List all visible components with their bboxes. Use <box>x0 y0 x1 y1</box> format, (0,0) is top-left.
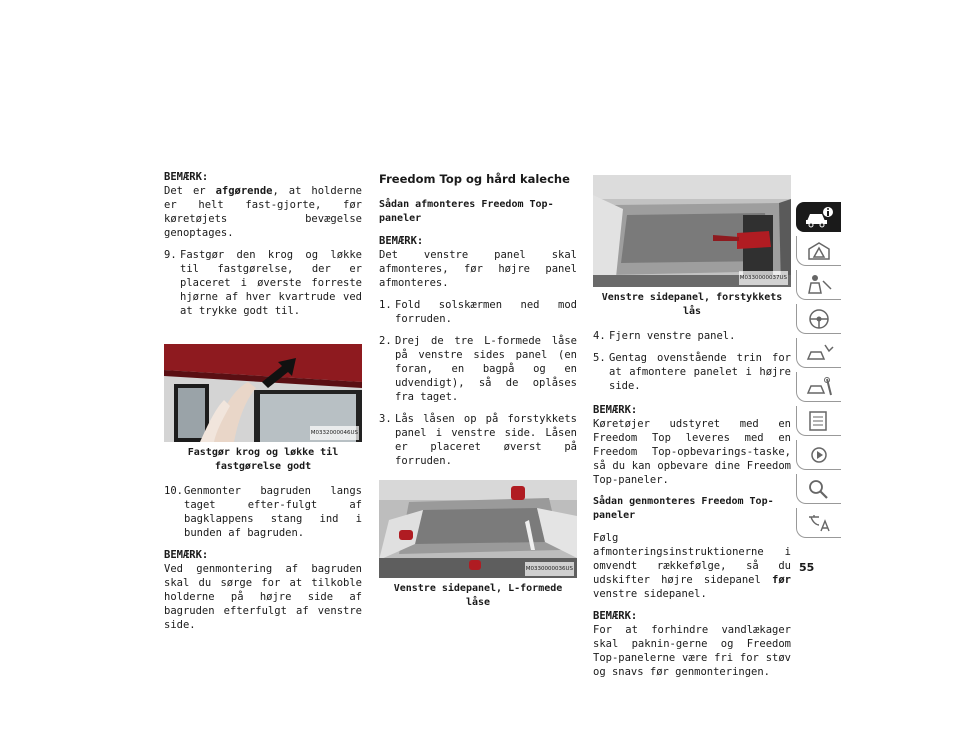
image-code: M0330000037US <box>739 271 788 285</box>
multimedia-icon <box>805 443 835 467</box>
column-middle <box>379 170 577 620</box>
note-label: BEMÆRK: <box>379 235 424 247</box>
note-2: BEMÆRK: Ved genmontering af bagruden skal du sørge for at tilkoble holderne på højre side af bagruden efterfulgt af venstre side. <box>164 549 362 631</box>
language-icon <box>805 511 835 535</box>
car-crash-icon <box>805 341 835 365</box>
tab-emergency[interactable] <box>796 338 841 368</box>
step-10: 10. Genmonter bagruden langs taget efter-fulgt af bagklappens stang ind i bunden af bagruden. <box>164 485 362 539</box>
emphasis-foer: før <box>772 574 791 586</box>
photo-hook-loop <box>164 344 362 442</box>
photo-front-latch <box>593 175 791 287</box>
reinstall-paragraph: Følg afmonteringsinstruktionerne i omvendt rækkefølge, så du udskifter højre sidepanel før venstre sidepanel. <box>593 532 791 600</box>
dashboard-warning-icon <box>805 239 835 263</box>
chapter-tabs <box>796 202 842 542</box>
tab-car-info[interactable] <box>796 202 841 232</box>
subheading-remove-panels: Sådan afmonteres Freedom Top-paneler <box>379 199 554 224</box>
tab-dashboard[interactable] <box>796 236 841 266</box>
seat-safety-icon <box>805 273 835 297</box>
caption-hook-loop: Fastgør krog og løkke til fastgørelse godt <box>187 447 339 472</box>
page-number: 55 <box>799 561 815 574</box>
tab-multimedia[interactable] <box>796 440 841 470</box>
car-info-icon <box>804 205 834 229</box>
photo-l-latches <box>379 480 577 578</box>
step-4: 4. Fjern venstre panel. <box>593 330 736 342</box>
tab-driving[interactable] <box>796 304 841 334</box>
note-storage-bag: BEMÆRK: Køretøjer udstyret med en Freedom Top leveres med en Freedom Top-opbevarings-taske, så du kan opbevare dine Freedom Top-paneler. <box>593 404 791 486</box>
tab-language[interactable] <box>796 508 841 538</box>
tab-specifications[interactable] <box>796 406 841 436</box>
step-1: 1. Fold solskærmen ned mod forruden. <box>379 299 577 325</box>
note-label: BEMÆRK: <box>164 549 209 561</box>
note-label: BEMÆRK: <box>593 404 638 416</box>
note-left-first: BEMÆRK: Det venstre panel skal afmonteres, før højre panel afmonteres. <box>379 235 577 289</box>
car-service-icon <box>805 375 835 399</box>
tab-index[interactable] <box>796 474 841 504</box>
image-code: M0332000046US <box>310 426 359 440</box>
search-index-icon <box>805 477 835 501</box>
tab-seats-safety[interactable] <box>796 270 841 300</box>
step-2: 2. Drej de tre L-formede låse på venstre sides panel (en foran, en bagpå og en udvendigt), så de oplåses fra taget. <box>379 335 577 403</box>
step-5: 5. Gentag ovenstående trin for at afmontere panelet i højre side. <box>593 352 791 392</box>
caption-front-latch: Venstre sidepanel, forstykkets lås <box>601 292 783 317</box>
note-1: BEMÆRK: Det er afgørende, at holderne er helt fast-gjorte, før køretøjets bevægelse genoptages. <box>164 171 362 239</box>
specifications-list-icon <box>805 409 835 433</box>
note-label: BEMÆRK: <box>164 171 209 183</box>
column-left <box>164 170 362 640</box>
subheading-reinstall-panels: Sådan genmonteres Freedom Top-paneler <box>593 496 774 521</box>
step-9: 9. Fastgør den krog og løkke til fastgørelse, der er placeret i øverste forreste hjørne af hver kvartrude ved at trykke godt til. <box>164 249 362 317</box>
tab-service[interactable] <box>796 372 841 402</box>
note-water-leak: BEMÆRK: For at forhindre vandlækager skal paknin-gerne og Freedom Top-panelerne være fri for støv og snavs før genmonteringen. <box>593 610 791 678</box>
emphasis-afgoerende: afgørende <box>215 185 273 197</box>
steering-wheel-icon <box>805 307 835 331</box>
step-3: 3. Lås låsen op på forstykkets panel i venstre side. Låsen er placeret øverst på forruden. <box>379 413 577 467</box>
caption-l-latches: Venstre sidepanel, L-formede låse <box>393 583 563 608</box>
section-heading: Freedom Top og hård kaleche <box>379 172 570 186</box>
image-code: M0330000036US <box>525 562 574 576</box>
note-label: BEMÆRK: <box>593 610 638 622</box>
column-right <box>593 175 791 687</box>
